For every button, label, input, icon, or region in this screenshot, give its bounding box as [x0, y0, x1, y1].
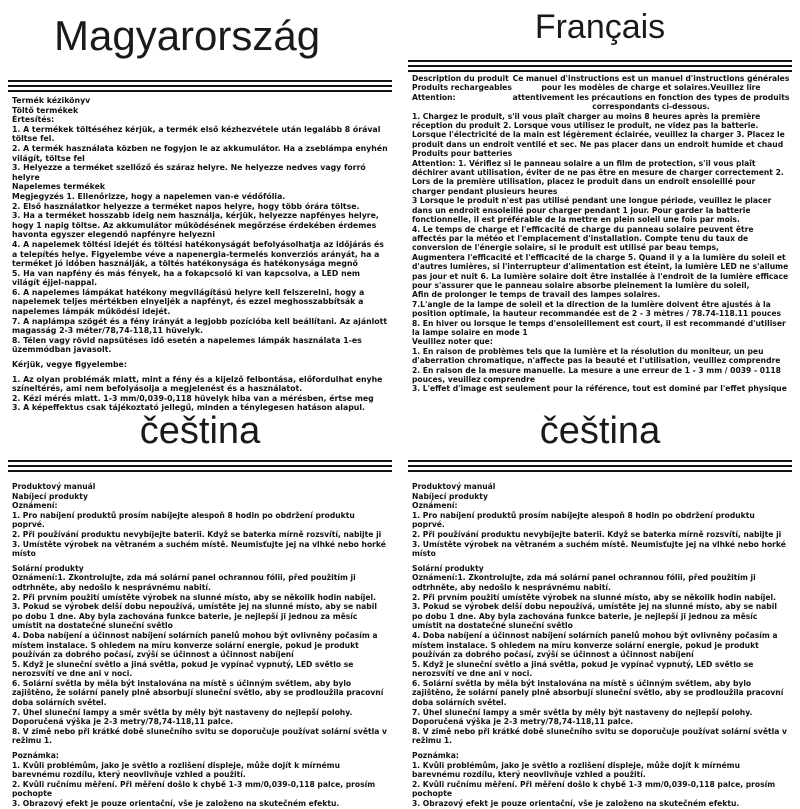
text-line: Attention: 1. Vérifiez si le panneau solaire a un film de protection, s'il vous plaît déchirer avant utilisation, éviter de ne pas être en mesure de charger correctement 2. Lors de la première utilisation, placez le produit dans un endroit ensoleillé pour charger pendant plusieurs heures: [412, 158, 784, 196]
text-line: 3. L'effet d'image est seulement pour la référence, tout est dominé par l'effet physique: [412, 384, 787, 394]
text-line: 3. Pokud se výrobek delší dobu nepoužívá, umístěte jej na slunné místo, aby se nabil po dobu 1 dne. Aby byla zachována funkce baterie, je nejlepší ji jednou za měsíc umístit na dostatečné sluneční světlo: [412, 602, 777, 631]
text-line: 2. Kvůli ručnímu měření. Při měření došlo k chybě 1-3 mm/0,039-0,118 palce, prosím pochopte: [412, 779, 776, 799]
text-line: 1. Kvůli problémům, jako je světlo a rozlišení displeje, může dojít k mírnému barevnému rozdílu, který neovlivňuje vzhled a použití.: [412, 760, 740, 780]
text-line: 5. Ha van napfény és más fények, ha a fokapcsoló ki van kapcsolva, a LED nem világít éjjel-nappal.: [12, 268, 361, 288]
text-line: 2. Kézi mérés miatt. 1-3 mm/0,039-0,118 hüvelyk hiba van a mérésben, értse meg: [12, 393, 374, 403]
text-line: 3. Umístěte výrobek na větraném a suchém místě. Neumisťujte jej na vlhké nebo horké místo: [412, 539, 786, 559]
text-line: 8. V zimě nebo při krátké době slunečního svitu se doporučuje používat solární světla v režimu 1.: [412, 726, 787, 746]
text-line: Termék kézikönyv: [12, 96, 91, 105]
text-line: Afin de prolonger le temps de travail des lampes solaires.: [412, 290, 661, 300]
text-line: Oznámení:: [412, 501, 458, 511]
text-line: Augmentera l'efficacité et l'efficacité de la charge 5. Quand il y a la lumière du soleil et d'autres lumières, si l'interrupteur d'alimentation est éteint, la lumière LED ne s'allume pas jour et nuit 6. La lumière solaire doit être installée à l'endroit de la lumière efficace pour s'assurer que le panneau solaire absorbe pleinement la lumière du soleil,: [412, 252, 789, 290]
text-line: 2. Při používání produktu nevybíjejte baterii. Když se baterka mírně rozsvítí, nabijte ji: [412, 529, 782, 539]
text-line: 2. Při prvním použití umístěte výrobek na slunné místo, aby se několik hodin nabíjel.: [12, 592, 377, 602]
text-line: Description du produit: [412, 74, 509, 83]
text-line: 7. Úhel sluneční lampy a směr světla by měly být nastaveny do nejlepší polohy. Doporučená výška je 2-3 metry/78,74-118,11 palce.: [12, 707, 353, 727]
text-line: 8. Télen vagy rövid napsütéses idő esetén a napelemes lámpák használata 1-es üzemmódban javasolt.: [12, 335, 362, 355]
text-line: 6. Solární světla by měla být instalována na místě s účinným světlem, aby bylo zajištěno, že solární panely plně absorbují sluneční světlo, aby se prodloužila pracovní doba solárních světel.: [12, 678, 384, 708]
text-line: 1. En raison de problèmes tels que la lumière et la résolution du moniteur, un peu d'aberration chromatique, n'affecte pas la beauté et l'utilisation, veuillez comprendre: [412, 346, 781, 366]
text-line: Poznámka:: [412, 751, 459, 761]
text-line: Solární produkty: [412, 563, 484, 573]
title-rule-lines: [408, 460, 792, 475]
text-line: Attention:: [412, 92, 456, 102]
text-line: Produits pour batteries: [412, 149, 513, 159]
text-line: Oznámení:1. Zkontrolujte, zda má solární panel ochrannou fólii, před použitím ji odtrhněte, aby nedošlo k nesprávnému nabití.: [412, 573, 756, 592]
manual-text: [412, 482, 790, 809]
text-line: Kérjük, vegye figyelembe:: [12, 360, 127, 370]
manual-text: [12, 482, 390, 809]
text-line: 2. En raison de la mesure manuelle. La mesure a une erreur de 1 - 3 mm / 0039 - 0118 pouces, veuillez comprendre: [412, 365, 781, 384]
text-line: 7. Úhel sluneční lampy a směr světla by měly být nastaveny do nejlepší polohy. Doporučená výška je 2-3 metry/78,74-118,11 palce.: [412, 707, 753, 727]
text-line: 3 Lorsque le produit n'est pas utilisé pendant une longue période, veuillez le placer dans un endroit ensoleillé pour charger pendant 1 jour. Pour garder la batterie fonctionnelle, il est préférable de la mettre en plein soleil une fois par mois.: [412, 196, 772, 225]
section-title: Français: [534, 8, 666, 46]
text-line: Oznámení:: [12, 501, 58, 511]
text-line: 3. Obrazový efekt je pouze orientační, vše je založeno na skutečném efektu.: [412, 799, 740, 808]
text-line: 2. Při prvním použití umístěte výrobek na slunné místo, aby se několik hodin nabíjel.: [412, 592, 777, 602]
text-line: 2. Při používání produktu nevybíjejte baterii. Když se baterka mírně rozsvítí, nabijte ji: [12, 529, 382, 539]
text-line: Értesítés:: [12, 115, 55, 125]
text-line: 5. Když je sluneční světlo a jiná světla, pokud je vypínač vypnutý, LED světlo se nerozsvítí ve dne ani v noci.: [12, 659, 354, 679]
text-line: Oznámení:1. Zkontrolujte, zda má solární panel ochrannou fólii, před použitím ji odtrhněte, aby nedošlo k nesprávnému nabití.: [12, 573, 356, 592]
text-line: 4. A napelemek töltési idejét és töltési hatékonyságát befolyásolhatja az időjárás és a telepítés helye. Figyelembe véve a napenergia-termelés konverziós arányát, ha a terméket jó időben használják, a töltés hatékonysága és hatékonysága megnő: [12, 239, 384, 269]
text-line: Produktový manuál: [412, 482, 496, 491]
manual-text: [12, 96, 390, 413]
text-line: 3. Obrazový efekt je pouze orientační, vše je založeno na skutečném efektu.: [12, 799, 340, 808]
text-line: 2. Kvůli ručnímu měření. Při měření došlo k chybě 1-3 mm/0,039-0,118 palce, prosím pochopte: [12, 779, 376, 799]
section-hungarian: [0, 0, 400, 413]
text-line: 6. Solární světla by měla být instalována na místě s účinným světlem, aby bylo zajištěno, že solární panely plně absorbují sluneční světlo, aby se prodloužila pracovní doba solárních světel.: [412, 678, 784, 708]
text-line: Veuillez noter que:: [412, 337, 493, 347]
text-line: 7. A naplámpa szögét és a fény irányát a legjobb pozícióba kell beállítani. Az ajánlott magasság 2-3 méter/78,74-118,11 hüvelyk.: [12, 316, 388, 336]
text-line: 8. En hiver ou lorsque le temps d'ensoleillement est court, il est recommandé d'utiliser la lampe solaire en mode 1: [412, 318, 786, 337]
text-line: 4. Le temps de charge et l'efficacité de charge du panneau solaire peuvent être affectés par la météo et l'emplacement d'installation. Compte tenu du taux de conversion de l'énergie solaire, si le produit est utilisé par beau temps,: [412, 224, 754, 253]
text-line: 3. A képeffektus csak tájékoztató jellegű, minden a ténylegesen hatáson alapul.: [12, 403, 365, 413]
section-title: čeština: [139, 410, 261, 452]
text-line: Produktový manuál: [12, 482, 96, 491]
text-line: 1. Az olyan problémák miatt, mint a fény és a kijelző felbontása, előfordulhat enyhe színeltérés, ami nem befolyásolja a megjelenést és a használatot.: [12, 374, 383, 394]
title-rule-lines: [8, 80, 392, 95]
text-line: Poznámka:: [12, 751, 59, 761]
text-line: Nabíjecí produkty: [412, 491, 488, 501]
text-line: 5. Když je sluneční světlo a jiná světla, pokud je vypínač vypnutý, LED světlo se nerozsvítí ve dne ani v noci.: [412, 659, 754, 679]
text-line: 1. Chargez le produit, s'il vous plaît charger au moins 8 heures après la première réception du produit 2. Lorsque vous utilisez le produit, ne videz pas la batterie.: [412, 111, 761, 131]
text-line: 3. Umístěte výrobek na větraném a suchém místě. Neumisťujte jej na vlhké nebo horké místo: [12, 539, 386, 559]
text-line: 7.L'angle de la lampe de soleil et la direction de la lumière doivent être ajustés à la position optimale, la hauteur recommandée est de 2 - 3 mètres / 78.74-118.11 pouces: [412, 299, 782, 319]
text-line: 1. Pro nabíjení produktů prosím nabíjejte alespoň 8 hodin po obdržení produktu poprvé.: [12, 510, 355, 530]
section-title: čeština: [539, 410, 661, 452]
section-french: [400, 0, 800, 400]
text-line: 3. Ha a terméket hosszabb ideig nem használja, kérjük, helyezze napfényes helyre, hogy 1 napig töltse. Az akkumulátor működésének megőrzése érdekében érdemes havonta egyszer elegendő napfényre helyezni: [12, 211, 379, 240]
text-line: 2. A termék használata közben ne fogyjon le az akkumulátor. Ha a zseblámpa enyhén világít, töltse fel: [12, 143, 388, 163]
text-line: Napelemes termékek: [12, 182, 106, 192]
manual-text: [412, 74, 790, 394]
text-line: Töltő termékek: [12, 105, 79, 115]
text-line: 4. Doba nabíjení a účinnost nabíjení solárních panelů mohou být ovlivněny počasím a místem instalace. S ohledem na míru konverze solární energie, pokud je produkt používán za dobrého počasí, zvýší se účinnost a účinnost nabíjení: [12, 630, 378, 660]
text-line: 4. Doba nabíjení a účinnost nabíjení solárních panelů mohou být ovlivněny počasím a místem instalace. S ohledem na míru konverze solární energie, pokud je produkt používán za dobrého počasí, zvýší se účinnost a účinnost nabíjení: [412, 630, 778, 660]
title-rule-lines: [8, 460, 392, 475]
text-line: 1. A termékek töltéséhez kérjük, a termék első kézhezvétele után legalább 8 órával töltse fel.: [12, 124, 381, 144]
text-line: 6. A napelemes lámpákat hatékony megvilágítású helyre kell felszerelni, hogy a napelemek teljes mértékben elnyeljék a napfényt, és ezzel meghosszabbítsák a napelemes lámpák működési idejét.: [12, 287, 365, 317]
text-line: 3. Pokud se výrobek delší dobu nepoužívá, umístěte jej na slunné místo, aby se nabil po dobu 1 dne. Aby byla zachována funkce baterie, je nejlepší ji jednou za měsíc umístit na dostatečné sluneční světlo: [12, 602, 377, 631]
text-line: 2. Első használatkor helyezze a terméket napos helyre, hogy több órára töltse.: [12, 201, 360, 211]
text-line: Produits rechargeables: [412, 83, 512, 93]
text-line: Solární produkty: [12, 563, 84, 573]
text-line: 1. Pro nabíjení produktů prosím nabíjejte alespoň 8 hodin po obdržení produktu poprvé.: [412, 510, 755, 530]
text-line: 3. Helyezze a terméket szellőző és száraz helyre. Ne helyezze nedves vagy forró helyre: [12, 163, 366, 182]
text-line: Nabíjecí produkty: [12, 491, 88, 501]
intro-text: Ce manuel d'instructions est un manuel d'instructions générales pour les modèles de charge et solaires.Veuillez lire attentivement les précautions en fonction des types de produits correspondants ci-dessous.: [512, 74, 790, 112]
section-czech-right: [400, 400, 800, 808]
section-czech-left: [0, 400, 400, 808]
section-title: Magyarország: [54, 12, 321, 59]
text-line: 1. Kvůli problémům, jako je světlo a rozlišení displeje, může dojít k mírnému barevnému rozdílu, který neovlivňuje vzhled a použití.: [12, 760, 340, 780]
text-line: Lorsque l'électricité de la main est légèrement éclairée, veuillez la charger 3. Placez le produit dans un endroit ventilé et sec. Ne pas placer dans un endroit humide et chaud: [412, 130, 785, 149]
text-line: Megjegyzés 1. Ellenőrizze, hogy a napelemen van-e védőfólia.: [12, 191, 286, 201]
title-rule-lines: [408, 60, 792, 75]
intro-block: [412, 74, 790, 112]
text-line: 8. V zimě nebo při krátké době slunečního svitu se doporučuje používat solární světla v režimu 1.: [12, 726, 387, 746]
